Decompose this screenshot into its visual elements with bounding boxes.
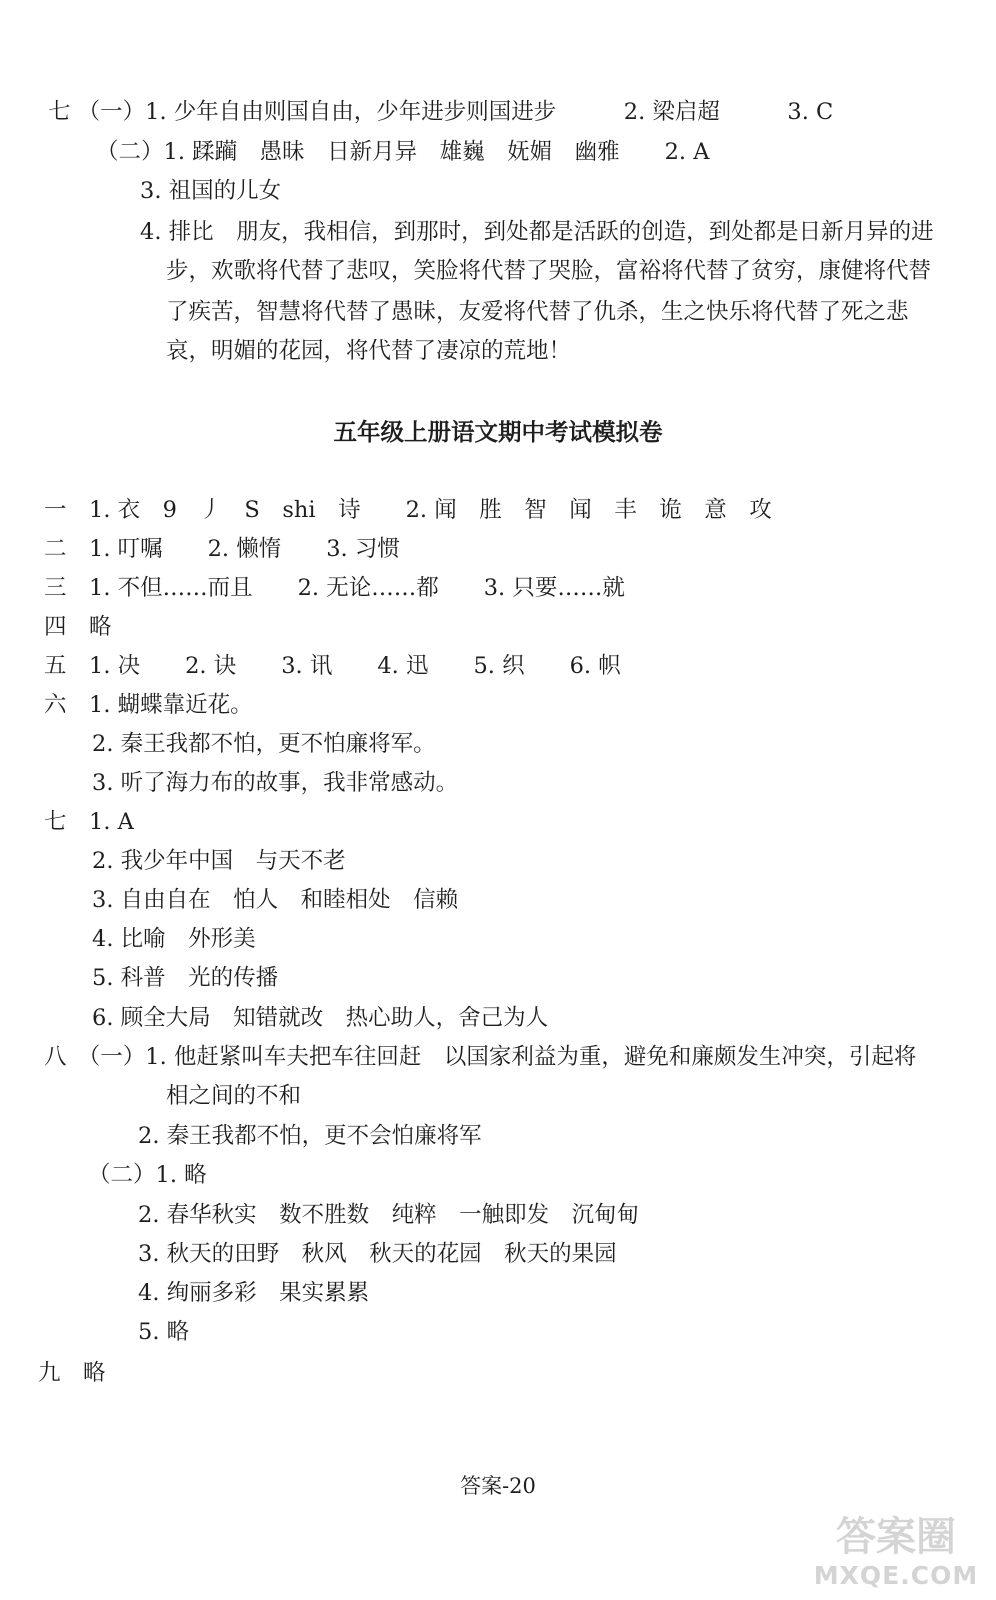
answer-line: 三 1. 不但……而且 2. 无论……都 3. 只要……就: [44, 575, 625, 601]
answer-line: 5. 科普 光的传播: [92, 965, 279, 991]
answer-line: 六 1. 蝴蝶靠近花。: [44, 692, 253, 718]
answer-line: 2. 我少年中国 与天不老: [92, 848, 346, 874]
answer-line: 3. 祖国的儿女: [140, 178, 282, 204]
watermark-logo: [800, 1506, 986, 1592]
answer-line: 二 1. 叮嘱 2. 懒惰 3. 习惯: [44, 536, 400, 562]
page-title: 五年级上册语文期中考试模拟卷: [333, 418, 663, 446]
page-number: 答案-20: [460, 1474, 536, 1498]
watermark-url: MXQE.COM: [813, 1561, 979, 1590]
answer-line: 5. 略: [138, 1319, 190, 1345]
answer-line: 4. 绚丽多彩 果实累累: [138, 1280, 370, 1306]
answer-line: 相之间的不和: [166, 1083, 302, 1109]
answer-line: 2. 春华秋实 数不胜数 纯粹 一触即发 沉甸甸: [138, 1202, 640, 1228]
answer-line: 3. 听了海力布的故事，我非常感动。: [92, 770, 459, 796]
answer-line: 八 （一）1. 他赶紧叫车夫把车往回赶 以国家利益为重，避免和廉颇发生冲突，引起将: [44, 1044, 917, 1070]
answer-line: 哀，明媚的花园，将代替了凄凉的荒地！: [166, 338, 572, 364]
answer-line: 6. 顾全大局 知错就改 热心助人，舍己为人: [92, 1005, 549, 1031]
answer-line: 2. 秦王我都不怕，更不会怕廉将军: [138, 1123, 482, 1149]
watermark-text: 答案圈: [836, 1514, 956, 1560]
answer-line: 步，欢歌将代替了悲叹，笑脸将代替了哭脸，富裕将代替了贫穷，康健将代替: [166, 258, 932, 284]
answer-line: 4. 比喻 外形美: [92, 926, 256, 952]
answer-line: （二）1. 略: [88, 1162, 207, 1188]
answer-line: 2. 秦王我都不怕，更不怕廉将军。: [92, 731, 436, 757]
answer-line: 九 略: [38, 1360, 106, 1386]
answer-line: 七 1. A: [44, 809, 134, 835]
answer-line: 五 1. 决 2. 诀 3. 讯 4. 迅 5. 织 6. 帜: [44, 653, 621, 679]
answer-line: 4. 排比 朋友，我相信，到那时，到处都是活跃的创造，到处都是日新月异的进: [140, 219, 934, 245]
answer-line: 3. 秋天的田野 秋风 秋天的花园 秋天的果园: [138, 1241, 617, 1267]
answer-line: 一 1. 衣 9 丿 S shi 诗 2. 闻 胜 智 闻 丰 诡 意 攻: [44, 497, 772, 523]
answer-line: 七 （一）1. 少年自由则国自由，少年进步则国进步 2. 梁启超 3. C: [48, 99, 834, 125]
answer-line: 四 略: [44, 614, 112, 640]
answer-line: （二）1. 蹂躏 愚昧 日新月异 雄巍 妩媚 幽雅 2. A: [96, 139, 710, 165]
answer-line: 3. 自由自在 怕人 和睦相处 信赖: [92, 887, 459, 913]
answer-line: 了疾苦，智慧将代替了愚昧，友爱将代替了仇杀，生之快乐将代替了死之悲: [166, 299, 909, 325]
